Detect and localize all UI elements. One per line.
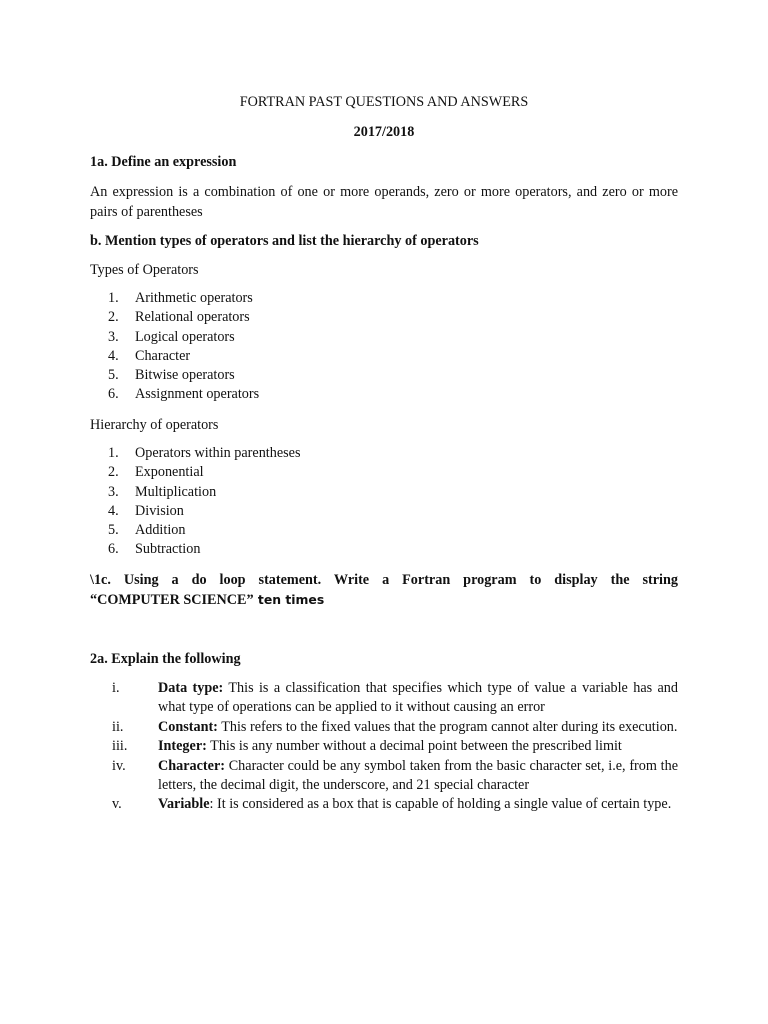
q1c-line-1: \1c. Using a do loop statement. Write a Fortran program to display the string <box>90 572 678 588</box>
types-of-operators-label: Types of Operators <box>90 262 199 278</box>
q1a-heading: 1a. Define an expression <box>90 154 237 170</box>
list-text: Multiplication <box>135 483 217 500</box>
hierarchy-of-operators-list <box>108 444 300 560</box>
list-item <box>108 521 300 540</box>
definition-text: : It is considered as a box that is capable of holding a single value of certain type. <box>209 796 672 813</box>
list-text: Operators within parentheses <box>135 445 301 461</box>
list-item <box>108 463 300 482</box>
definition-term: Constant: <box>158 718 218 735</box>
q1c-line-2-rest: ten times <box>253 592 325 607</box>
definition-term: Character: <box>158 757 225 774</box>
definition-text: Character could be any symbol taken from the basic character set, i.e, from the letters, the decimal digit, the underscore, and 21 special character <box>158 757 678 794</box>
list-text: Bitwise operators <box>135 367 235 384</box>
types-of-operators-list <box>108 289 259 405</box>
list-text: Division <box>135 502 184 519</box>
definition-term: Integer: <box>158 738 207 755</box>
definition-item <box>112 757 678 796</box>
definition-item <box>112 718 678 737</box>
definition-item <box>112 737 678 756</box>
definition-item <box>112 679 678 718</box>
definition-term: Data type: <box>158 680 224 696</box>
list-number: 5. <box>108 367 119 384</box>
list-number: 4. <box>108 347 119 364</box>
list-number: 2. <box>108 464 119 481</box>
roman-numeral: iii. <box>112 738 128 755</box>
document-title: FORTRAN PAST QUESTIONS AND ANSWERS <box>239 94 529 110</box>
q2a-heading: 2a. Explain the following <box>90 651 241 667</box>
list-item <box>108 289 259 308</box>
definitions-list <box>112 679 678 815</box>
list-item <box>108 540 300 559</box>
list-item <box>108 328 259 347</box>
definition-item <box>112 795 678 814</box>
q1a-answer: An expression is a combination of one or more operands, zero or more operators, and zero or more pairs of parentheses <box>90 184 678 220</box>
list-item <box>108 347 259 366</box>
definition-term: Variable <box>158 796 210 813</box>
list-text: Assignment operators <box>135 386 260 403</box>
list-text: Addition <box>135 522 186 539</box>
list-item <box>108 308 259 327</box>
roman-numeral: v. <box>112 796 122 813</box>
list-item <box>108 502 300 521</box>
list-text: Character <box>135 347 191 364</box>
list-number: 1. <box>108 290 119 306</box>
list-text: Logical operators <box>135 328 235 345</box>
definition-text: This is any number without a decimal point between the prescribed limit <box>206 738 622 755</box>
list-number: 3. <box>108 483 119 500</box>
list-item <box>108 483 300 502</box>
definition-text: This is a classification that specifies which type of value a variable has and what type of operations can be applied to it without causing an error <box>158 680 678 716</box>
q1c-line-2 <box>90 590 678 610</box>
list-number: 1. <box>108 445 119 461</box>
list-number: 2. <box>108 309 119 326</box>
list-item <box>108 366 259 385</box>
list-item <box>108 444 300 463</box>
session-year: 2017/2018 <box>353 124 415 140</box>
definition-text: This refers to the fixed values that the program cannot alter during its execution. <box>217 718 678 735</box>
list-number: 6. <box>108 386 119 403</box>
roman-numeral: iv. <box>112 757 126 774</box>
list-number: 4. <box>108 502 119 519</box>
list-number: 3. <box>108 328 119 345</box>
q1b-heading: b. Mention types of operators and list the hierarchy of operators <box>90 233 479 249</box>
list-text: Exponential <box>135 464 204 481</box>
list-number: 6. <box>108 541 119 558</box>
list-item <box>108 385 259 404</box>
list-text: Relational operators <box>135 309 250 326</box>
list-text: Subtraction <box>135 541 201 558</box>
computer-science-string: “COMPUTER SCIENCE” <box>90 592 254 608</box>
list-text: Arithmetic operators <box>135 290 253 306</box>
roman-numeral: ii. <box>112 718 124 735</box>
roman-numeral: i. <box>112 680 120 696</box>
list-number: 5. <box>108 522 119 539</box>
hierarchy-of-operators-label: Hierarchy of operators <box>90 417 219 433</box>
